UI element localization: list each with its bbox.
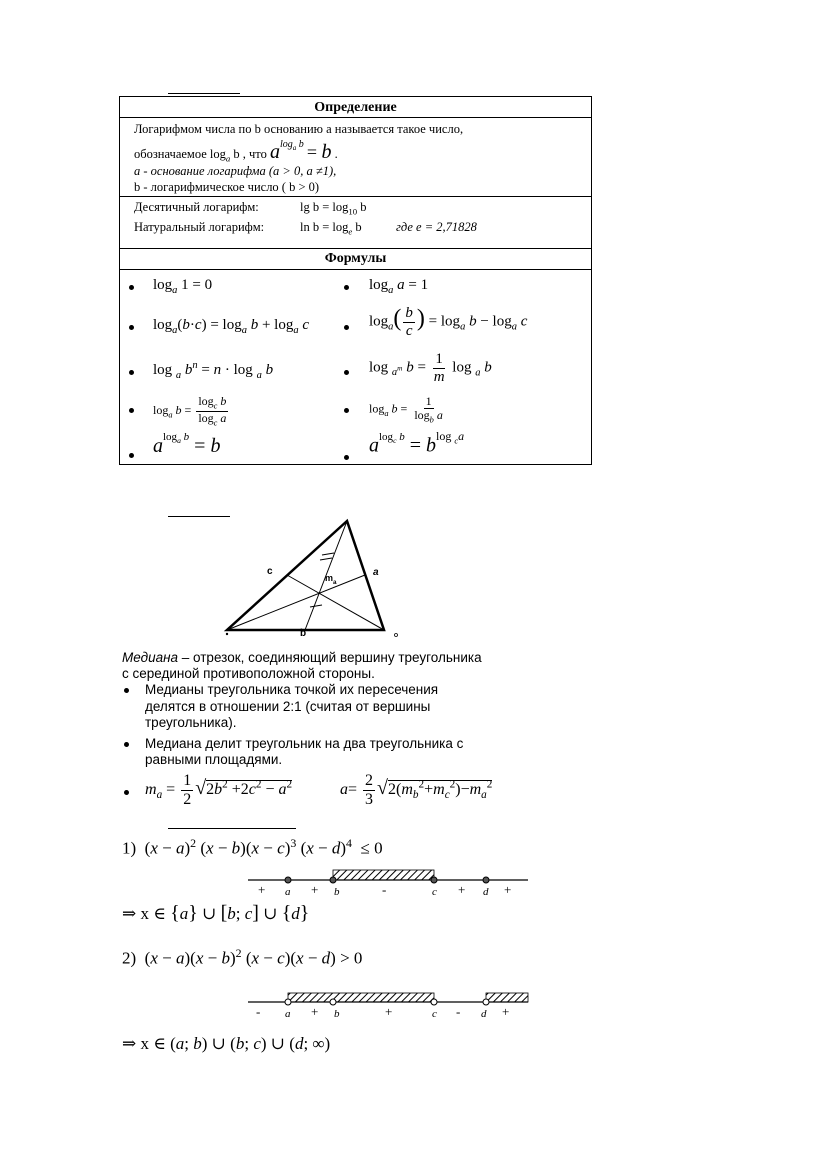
median-fact-1-line1: Медианы треугольника точкой их пересечения xyxy=(145,682,439,697)
definition-line-3: a - основание логарифма (a > 0, a ≠1), xyxy=(134,164,337,178)
logarithm-table xyxy=(119,96,592,465)
section-rule-1 xyxy=(168,93,240,94)
point-b: b xyxy=(334,886,340,898)
triangle-label-median: $m_a$ xyxy=(325,573,337,586)
median-fact-1-line3: треугольника). xyxy=(145,715,237,730)
natural-log-label: Натуральный логарифм: xyxy=(134,220,265,234)
decimal-log-label: Десятичный логарифм: xyxy=(134,200,259,214)
median-definition-line2: с серединой противоположной стороны. xyxy=(122,666,375,681)
median-fact-1-line2: делятся в отношении 2:1 (считая от вершины xyxy=(145,699,431,714)
point2-c: c xyxy=(432,1008,437,1020)
number-line-1 xyxy=(245,865,535,905)
formula-swap-identity: $a^{log_c b} = b^{log _ca}$ xyxy=(369,429,465,457)
sign2-5: + xyxy=(502,1004,510,1019)
inequality-2: 2) $(x - a)(x - b)^2$ (x − c)(x − d) > 0 xyxy=(122,946,363,968)
sign-2: + xyxy=(311,882,319,897)
section-rule-3 xyxy=(168,828,296,829)
e-constant-note: где e = 2,71828 xyxy=(396,220,477,234)
median-fact-2-line2: равными площадями. xyxy=(145,752,283,767)
formula-reciprocal: $\log_a b$ = $\frac{1}{\log_b a}$ xyxy=(369,394,443,425)
sign2-4: - xyxy=(456,1004,461,1019)
triangle-label-b: b xyxy=(300,628,307,639)
formula-change-base: $\log_a b$ = $\frac{\log_c b}{\log_c a}$ xyxy=(153,394,227,428)
triangle-label-a: a xyxy=(373,567,379,578)
solution-2: ⇒ x ∈ (a; b) ∪ (b; c) ∪ (d; ∞) xyxy=(122,1034,331,1053)
point2-a: a xyxy=(285,1008,291,1020)
sign-5: + xyxy=(504,882,512,897)
triangle-median-figure xyxy=(210,515,410,645)
point-a: a xyxy=(285,886,291,898)
definition-line-2: обозначаемое $\log_a b$ , что $a^{log_a b} = b$ . xyxy=(134,139,338,164)
formula-log-quotient: $\log_a$( $\frac{b}{c}$ ) = $\log_a b - \log_a c$ xyxy=(369,305,528,339)
formula-log-1: $\log_a 1 = 0$ xyxy=(153,277,213,296)
median-definition: Медиана – отрезок, соединяющий вершину треугольника xyxy=(122,650,482,665)
point2-b: b xyxy=(334,1008,340,1020)
sign2-1: - xyxy=(256,1004,261,1019)
sign-1: + xyxy=(258,882,266,897)
formula-log-product: $\log_a(b\cdot c) = \log_a b + \log_a c$ xyxy=(153,317,310,336)
definition-line-4: b - логарифмическое число ( b > 0) xyxy=(134,180,320,194)
formula-log-power: log $_a$ $b^n = n \cdot \log _a$ b xyxy=(153,360,274,381)
point-c: c xyxy=(432,886,437,898)
sign2-2: + xyxy=(311,1004,319,1019)
definition-header: Определение xyxy=(314,100,397,115)
formula-log-a: $\log_a a = 1$ xyxy=(369,277,429,296)
decimal-log-formula: $\lg b = \log_{10} b$ xyxy=(300,200,367,217)
natural-log-formula: $\ln b = \log_e b$ xyxy=(300,220,362,237)
side-from-medians-formula: a= $\frac{2}{3}$ $√2(m_b^2+m_c^2)-m_a^2$ xyxy=(340,772,493,808)
formula-basic-identity: $a^{log_a b} = b$ xyxy=(153,431,221,457)
solution-1: ⇒ x ∈ {a} ∪ [b; c] ∪ {d} xyxy=(122,902,310,924)
median-length-formula: $m_a$ = $\frac{1}{2}$ $√2b^2 +2c^2 - a^2$ xyxy=(145,772,293,808)
point-d: d xyxy=(483,886,489,898)
median-fact-2-line1: Медиана делит треугольник на два треугольника с xyxy=(145,736,464,751)
sign2-3: + xyxy=(385,1004,393,1019)
formulas-header: Формулы xyxy=(324,251,387,266)
sign-3: - xyxy=(382,882,387,897)
formula-log-base-power: log $_{a^m}$ b = $\frac{1}{m}$ log $_a$ b xyxy=(369,351,492,385)
definition-line-1: Логарифмом числа по b основанию a называется такое число, xyxy=(134,122,464,136)
sign-4: + xyxy=(458,882,466,897)
point2-d: d xyxy=(481,1008,487,1020)
inequality-1: 1) $(x - a)^2$ $(x - b)(x - c)^3$ $(x - d)^4 \le 0$ xyxy=(122,836,383,858)
triangle-label-c: c xyxy=(267,566,273,577)
